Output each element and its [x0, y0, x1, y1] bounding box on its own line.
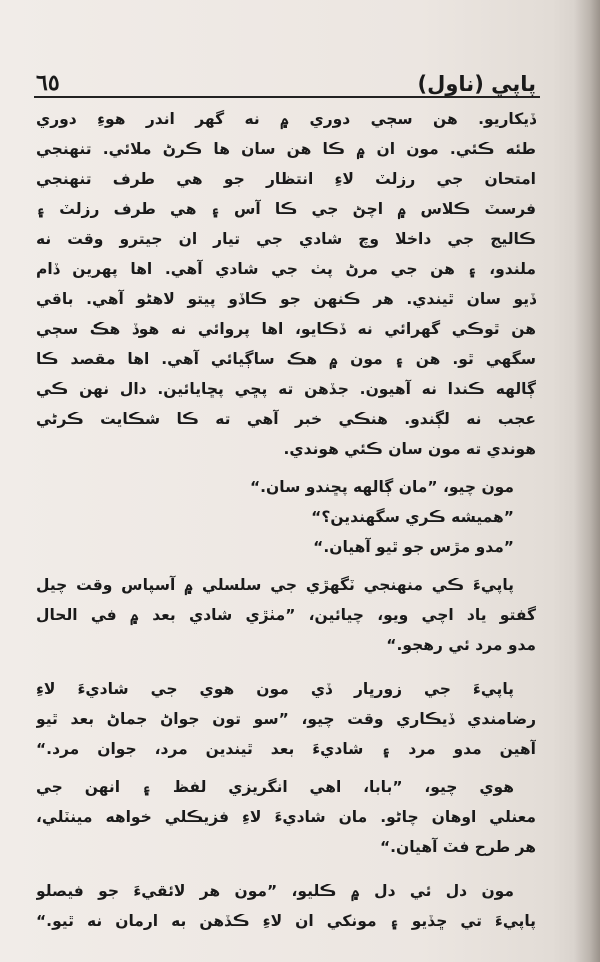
text-line: امتحان جي رزلٽ لاءِ انتظار جو هي طرف تنهنجي [36, 170, 536, 188]
paragraph [36, 876, 536, 936]
text-line: هن ٿوڪي گهرائي نه ڏڪايو، اها پروائي نه هوڏ هڪ سڄي [36, 320, 536, 338]
text-line: مدو مرد ئي رهجو.“ [386, 636, 536, 654]
text-line: ڪاليج جي داخلا وچ شادي جي تيار ان جيترو وقت نه [36, 230, 536, 248]
paragraph [36, 674, 536, 764]
text-line: پاپيءَ تي ڇڏيو ۽ مونکي ان لاءِ ڪڏهن به ارمان نه ٿيو.“ [36, 912, 536, 930]
text-line: طئه ڪئي. مون ان ۾ ڪا هن سان ها ڪرڻ ملائي. تنهنجي [36, 140, 536, 158]
text-line: پاپيءَ ڪي منهنجي ٽگهڙي جي سلسلي ۾ آسپاس وقت چيل [36, 576, 514, 594]
dialogue-line: مون چيو، ”مان ڳالهه پڇندو سان.“ [249, 478, 514, 496]
body-text [36, 104, 536, 936]
text-line: رضامندي ڏيڪاري وقت چيو، ”سو تون جواڻ جماڻ بعد ٿيو [36, 710, 536, 728]
text-line: آهين مدو مرد ۽ شاديءَ بعد ٿيندين مرد، جوان مرد.“ [36, 740, 536, 758]
paragraph [36, 570, 536, 660]
dialogue-line: ”مدو مڙس جو ٿيو آهيان.“ [313, 538, 514, 556]
running-title: پاپي (ناول) [417, 72, 536, 96]
header-rule [34, 96, 540, 98]
text-line: هوي چيو، ”بابا، اهي انگريزي لفظ ۽ انهن جي [36, 778, 514, 796]
dialogue-line: ”هميشه ڪري سگهندين؟“ [311, 508, 514, 526]
text-line: گفتو ياد اچي ويو، چيائين، ”مٺڙي شادي بعد ۾ في الحال [36, 606, 536, 624]
text-line: ملندو، ۽ هن جي مرڻ پٺ جي شادي آهي. اها پهرين ڏام [36, 260, 536, 278]
text-line: ڳالهه ڪندا نه آهيون. جڏهن ته پڇي پڇايائين. دال نهن ڪي [36, 380, 536, 398]
page-gutter-shadow [574, 0, 600, 962]
text-line: پاپيءَ جي زورڀار ڏي مون هوي جي شاديءَ لاءِ [36, 680, 514, 698]
paragraph [36, 104, 536, 464]
page-header [36, 56, 536, 96]
text-line: عجب نه لڳندو. هنڪي خبر آهي ته ڪا شڪايت ڪرڻي [36, 410, 536, 428]
text-line: سگهي ٿو. هن ۽ مون ۾ هڪ ساڳيائي آهي. اها مقصد ڪا [36, 350, 536, 368]
text-line: فرسٽ ڪلاس ۾ اچڻ جي ڪا آس ۽ هي طرف رزلٽ ۽ [36, 200, 536, 218]
page-number: ٦٥ [36, 70, 60, 96]
paragraph [36, 772, 536, 862]
text-line: معنلي اوهان چاڻو. مان شاديءَ لاءِ فزيڪلي خواهه مينٽلي، [36, 808, 536, 826]
text-line: ڏيکاريو. هن سڄي دوري ۾ نه گهر اندر هوءِ دوري [36, 110, 536, 128]
text-line: هوندي ته مون سان ڪئي هوندي. [283, 440, 536, 458]
text-line: ڏيو سان ٿيندي. هر ڪنهن جو ڪاڏو پيتو لاهڻو آهي. باقي [36, 290, 536, 308]
text-line: مون دل ئي دل ۾ ڪليو، ”مون هر لائقيءَ جو فيصلو [36, 882, 514, 900]
text-line: هر طرح فٽ آهيان.“ [379, 838, 536, 856]
